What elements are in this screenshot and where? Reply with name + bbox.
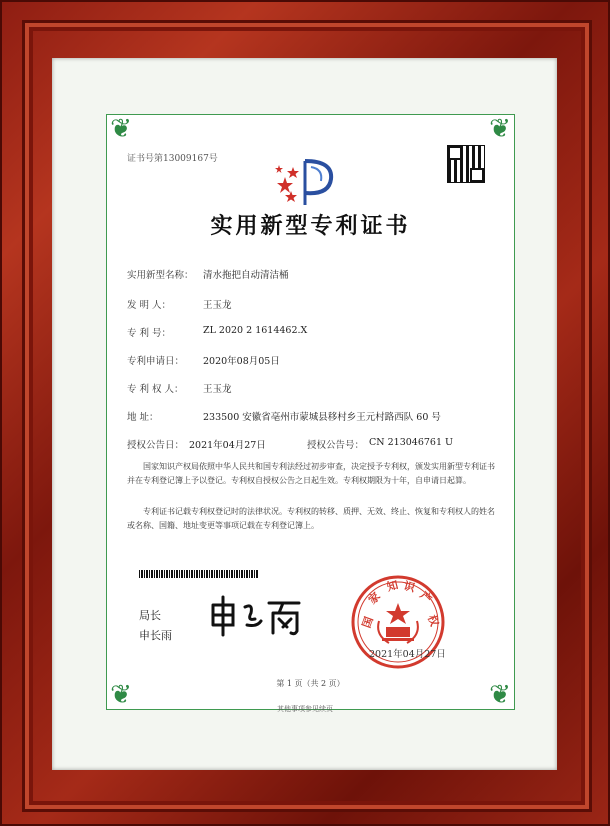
grant-date-label: 授权公告日： [127,440,185,451]
field-value-name: 清水拖把自动清洁桶 [203,270,289,281]
certificate-paper [106,114,515,710]
footer-note: 其他事项参见续页 [277,705,333,713]
field-label-patentee: 专 利 权 人： [127,384,184,395]
grant-no-label: 授权公告号： [307,440,365,451]
corner-ornament-icon: ❦ [110,680,132,710]
svg-text:产: 产 [417,588,435,606]
field-label-address: 地 址： [127,412,159,423]
director-signature [207,595,307,637]
director-name: 申长雨 [139,629,172,642]
field-value-patent-no: ZL 2020 2 1614462.X [203,325,308,336]
svg-text:家: 家 [365,589,383,607]
seal-date: 2021年04月27日 [369,649,446,660]
corner-ornament-icon: ❦ [110,114,132,144]
svg-text:识: 识 [402,579,417,595]
field-label-name: 实用新型名称： [127,270,194,281]
corner-ornament-icon: ❦ [489,114,511,144]
field-label-patent-no: 专 利 号： [127,328,172,339]
field-label-filing-date: 专利申请日： [127,356,185,367]
certificate-title: 实用新型专利证书 [210,213,411,239]
field-value-address: 233500 安徽省亳州市蒙城县移村乡王元村路西队 60 号 [203,412,441,423]
director-title: 局长 [139,609,161,622]
page-number: 第 1 页（共 2 页） [276,679,345,688]
field-value-inventor: 王玉龙 [203,300,232,311]
field-value-filing-date: 2020年08月05日 [203,356,280,367]
grant-no-value: CN 213046761 U [369,437,454,448]
certificate-number: 证书号第13009167号 [127,154,218,164]
field-value-patentee: 王玉龙 [203,384,232,395]
corner-ornament-icon: ❦ [489,680,511,710]
qr-code-icon [447,145,485,183]
svg-text:国: 国 [359,615,376,630]
statement-paragraph-2: 专利证书记载专利权登记时的法律状况。专利权的转移、质押、无效、终止、恢复和专利权人的姓名或名称、国籍、地址变更等事项记载在专利登记簿上。 [127,507,495,530]
cnipa-logo-icon [271,157,341,209]
svg-text:权: 权 [425,613,442,628]
grant-date-value: 2021年04月27日 [189,440,266,451]
field-label-inventor: 发 明 人： [127,300,172,311]
svg-text:知: 知 [385,578,400,594]
barcode-icon [139,570,259,578]
statement-paragraph-1: 国家知识产权局依照中华人民共和国专利法经过初步审查，决定授予专利权，颁发实用新型专利证书并在专利登记簿上予以登记。专利权自授权公告之日起生效。专利权期限为十年，自申请日起算。 [127,462,495,485]
